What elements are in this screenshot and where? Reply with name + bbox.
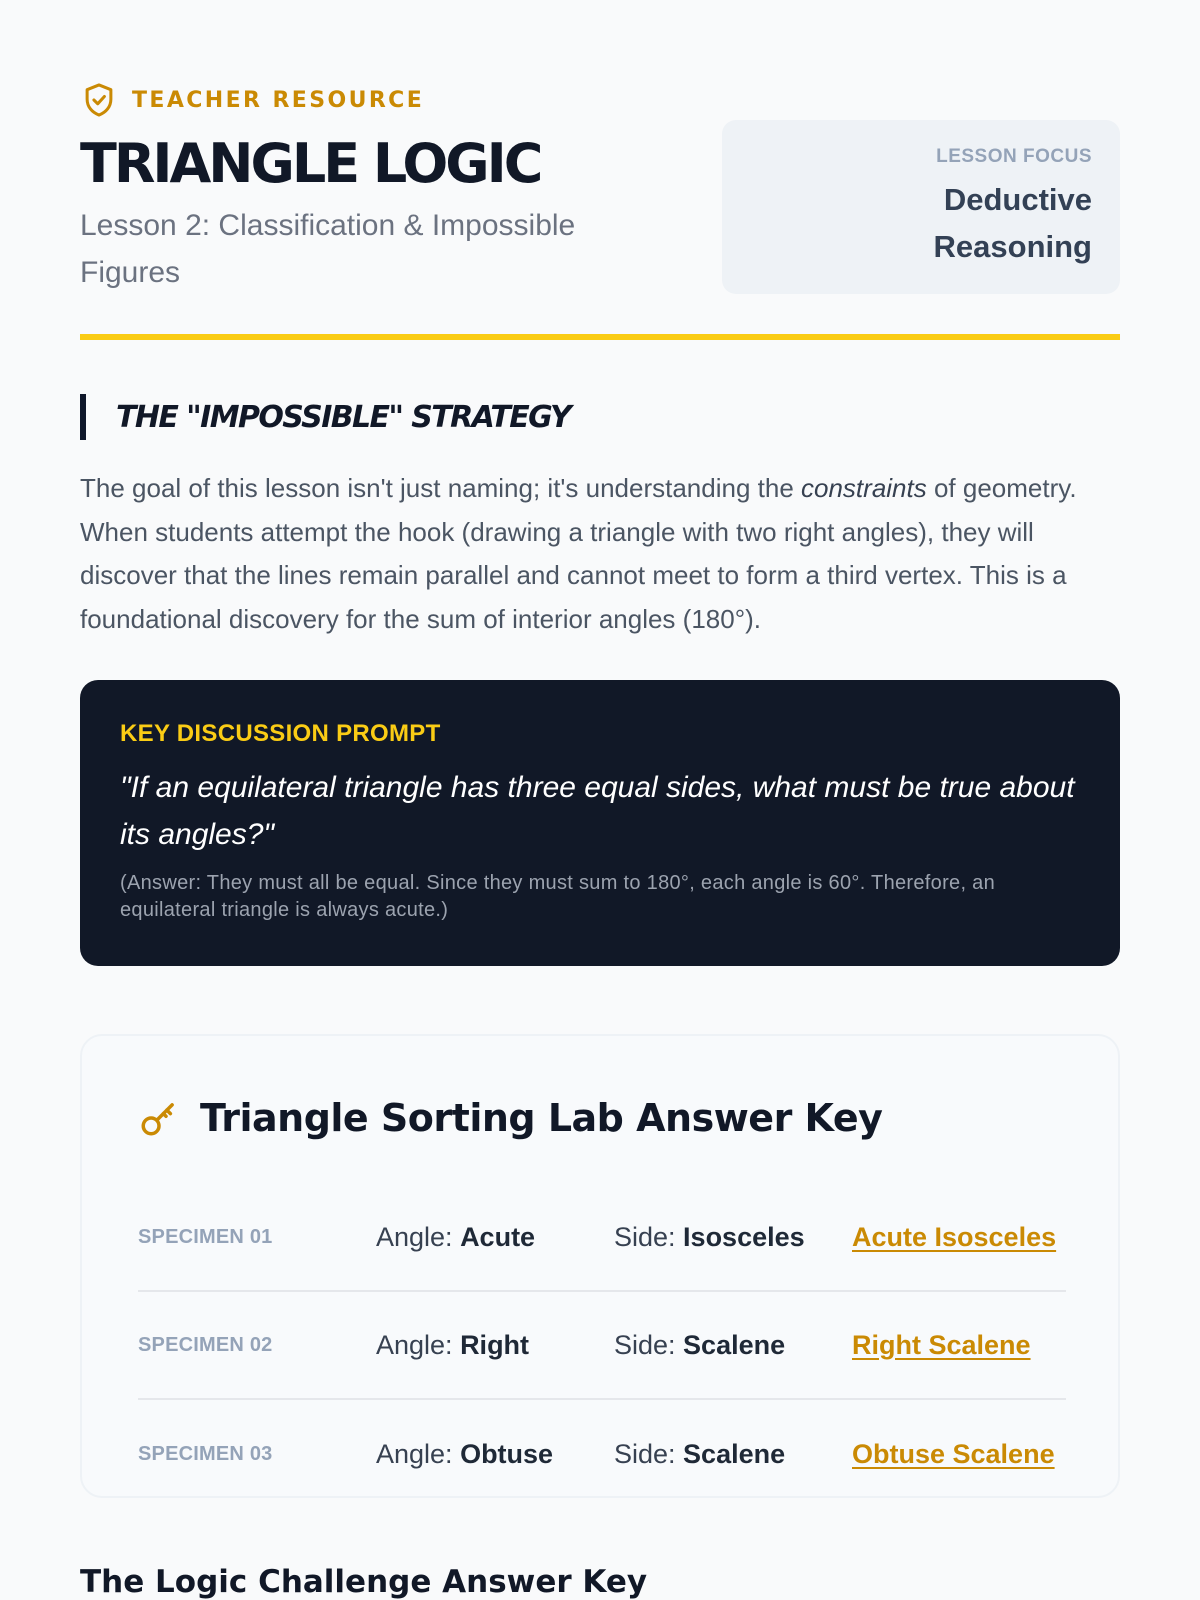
angle-cell	[376, 1439, 614, 1470]
discussion-prompt-card	[80, 680, 1120, 966]
lesson-focus-card	[722, 120, 1120, 294]
side-cell	[614, 1330, 852, 1361]
shield-check-icon	[80, 81, 118, 119]
specimen-label: SPECIMEN 02	[138, 1333, 273, 1356]
strategy-heading-block	[80, 394, 570, 440]
strategy-heading: THE "IMPOSSIBLE" STRATEGY	[116, 399, 571, 435]
angle-value: Obtuse	[460, 1438, 554, 1469]
table-row	[138, 1400, 1066, 1508]
key-icon	[138, 1097, 180, 1139]
side-prefix: Side:	[614, 1438, 684, 1469]
strategy-emphasis: constraints	[801, 473, 927, 503]
logic-challenge-title: The Logic Challenge Answer Key	[80, 1564, 648, 1600]
classification-result: Right Scalene	[852, 1329, 1031, 1360]
answer-key-header	[138, 1096, 882, 1140]
prompt-answer: (Answer: They must all be equal. Since they must sum to 180°, each angle is 60°. Therefore, an equilateral triangle is always acute.)	[120, 872, 996, 921]
page-subtitle: Lesson 2: Classification & Impossible Figures	[80, 209, 576, 289]
answer-key-card	[80, 1034, 1120, 1498]
eyebrow-label: TEACHER RESOURCE	[132, 87, 425, 113]
side-value: Isosceles	[683, 1221, 805, 1252]
angle-cell	[376, 1222, 614, 1253]
angle-prefix: Angle:	[376, 1329, 461, 1360]
side-value: Scalene	[683, 1438, 786, 1469]
angle-prefix: Angle:	[376, 1438, 461, 1469]
specimen-label: SPECIMEN 03	[138, 1442, 273, 1465]
answer-key-rows	[138, 1184, 1066, 1508]
lesson-focus-value	[722, 176, 1092, 270]
side-cell	[614, 1222, 852, 1253]
angle-prefix: Angle:	[376, 1221, 461, 1252]
page-title: TRIANGLE LOGIC	[80, 132, 541, 195]
strategy-text-end: of geometry. When students attempt the hook (drawing a triangle with two right angles), they will discover that the lines remain parallel and cannot meet to form a third vertex. This is a foundational discovery for the sum of interior angles (180°).	[80, 473, 1077, 634]
specimen-label: SPECIMEN 01	[138, 1225, 273, 1248]
angle-value: Right	[460, 1329, 530, 1360]
strategy-text-start: The goal of this lesson isn't just naming; it's understanding the	[80, 473, 802, 503]
angle-cell	[376, 1330, 614, 1361]
side-prefix: Side:	[614, 1329, 684, 1360]
strategy-paragraph	[80, 467, 1130, 641]
page-header	[80, 80, 1120, 289]
lesson-focus-text: Deductive Reasoning	[933, 182, 1092, 264]
side-value: Scalene	[683, 1329, 786, 1360]
table-row	[138, 1292, 1066, 1400]
angle-value: Acute	[460, 1221, 536, 1252]
lesson-focus-label: LESSON FOCUS	[936, 146, 1092, 167]
classification-result: Obtuse Scalene	[852, 1438, 1055, 1469]
prompt-quote: "If an equilateral triangle has three equal sides, what must be true about its angles?"	[120, 771, 1075, 851]
side-prefix: Side:	[614, 1221, 684, 1252]
header-divider	[80, 334, 1120, 340]
classification-result: Acute Isosceles	[852, 1221, 1057, 1252]
eyebrow	[80, 80, 1120, 120]
side-cell	[614, 1439, 852, 1470]
prompt-label: KEY DISCUSSION PROMPT	[120, 720, 441, 747]
table-row	[138, 1184, 1066, 1292]
answer-key-title: Triangle Sorting Lab Answer Key	[200, 1096, 883, 1140]
